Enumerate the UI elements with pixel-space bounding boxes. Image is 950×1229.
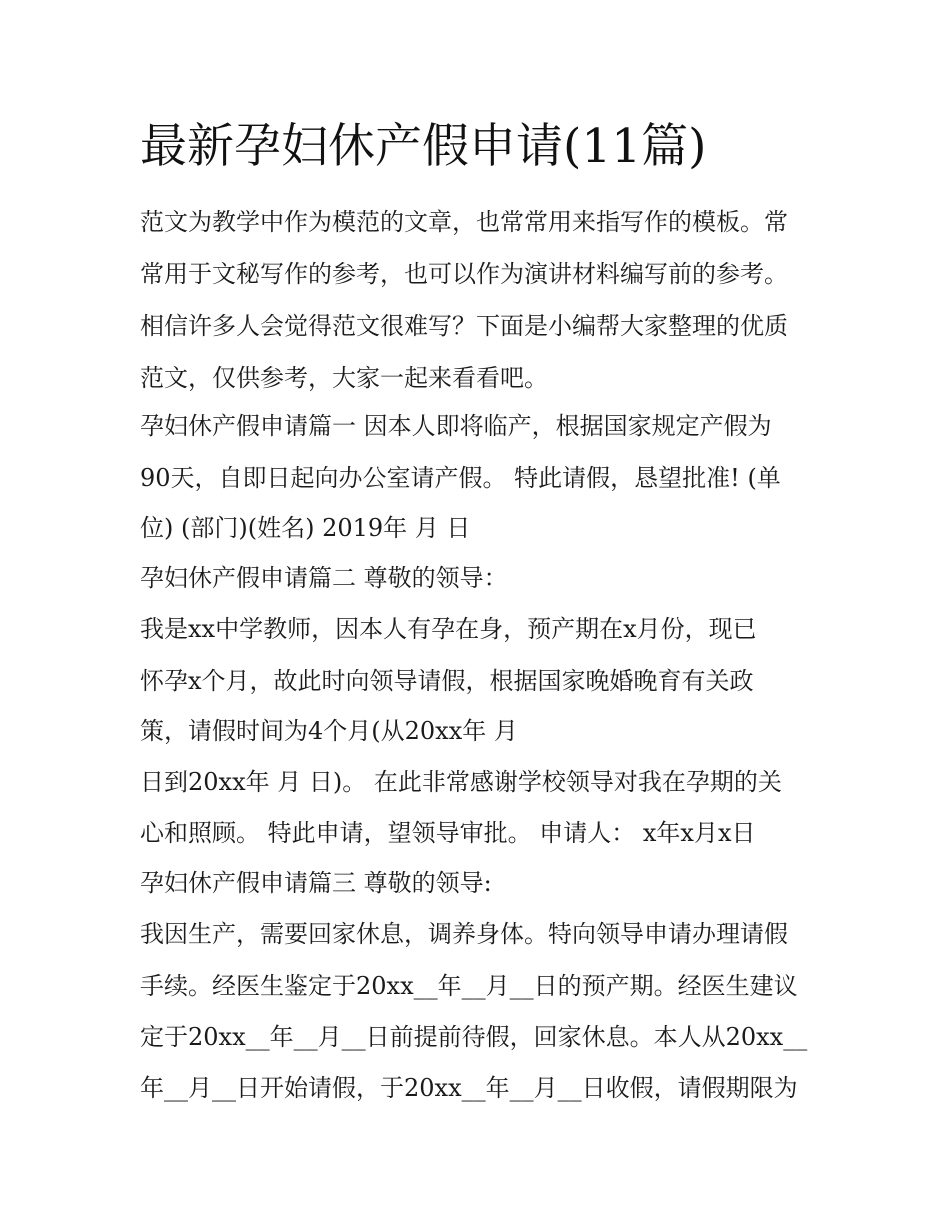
paragraph-line-16: 手续。经医生鉴定于20xx__年__月__日的预产期。经医生建议 — [140, 972, 798, 1000]
paragraph-line-3: 相信许多人会觉得范文很难写？下面是小编帮大家整理的优质 — [140, 312, 788, 340]
paragraph-line-8: 孕妇休产假申请篇二 尊敬的领导： — [140, 564, 508, 592]
paragraph-line-13: 心和照顾。 特此申请，望领导审批。 申请人： x年x月x日 — [140, 819, 756, 847]
paragraph-line-2: 常用于文秘写作的参考，也可以作为演讲材料编写前的参考。 — [140, 260, 788, 288]
document-title: 最新孕妇休产假申请(11篇) — [140, 119, 707, 174]
paragraph-line-11: 策，请假时间为4个月(从20xx年 月 — [140, 717, 518, 745]
paragraph-line-10: 怀孕x个月，故此时向领导请假，根据国家晚婚晚育有关政 — [140, 667, 754, 695]
paragraph-line-17: 定于20xx__年__月__日前提前待假，回家休息。本人从20xx__ — [140, 1023, 808, 1051]
paragraph-line-18: 年__月__日开始请假，于20xx__年__月__日收假，请假期限为 — [140, 1074, 798, 1102]
paragraph-line-5: 孕妇休产假申请篇一 因本人即将临产，根据国家规定产假为 — [140, 412, 772, 440]
paragraph-line-1: 范文为教学中作为模范的文章，也常常用来指写作的模板。常 — [140, 208, 788, 236]
paragraph-line-4: 范文，仅供参考，大家一起来看看吧。 — [140, 364, 548, 392]
paragraph-line-9: 我是xx中学教师，因本人有孕在身，预产期在x月份，现已 — [140, 615, 757, 643]
paragraph-line-15: 我因生产，需要回家休息，调养身体。特向领导申请办理请假 — [140, 920, 788, 948]
paragraph-line-12: 日到20xx年 月 日)。 在此非常感谢学校领导对我在孕期的关 — [140, 768, 782, 796]
paragraph-line-7: 位) (部门)(姓名) 2019年 月 日 — [140, 514, 471, 542]
paragraph-line-6: 90天，自即日起向办公室请产假。 特此请假，恳望批准! (单 — [140, 464, 781, 492]
paragraph-line-14: 孕妇休产假申请篇三 尊敬的领导: — [140, 869, 492, 897]
